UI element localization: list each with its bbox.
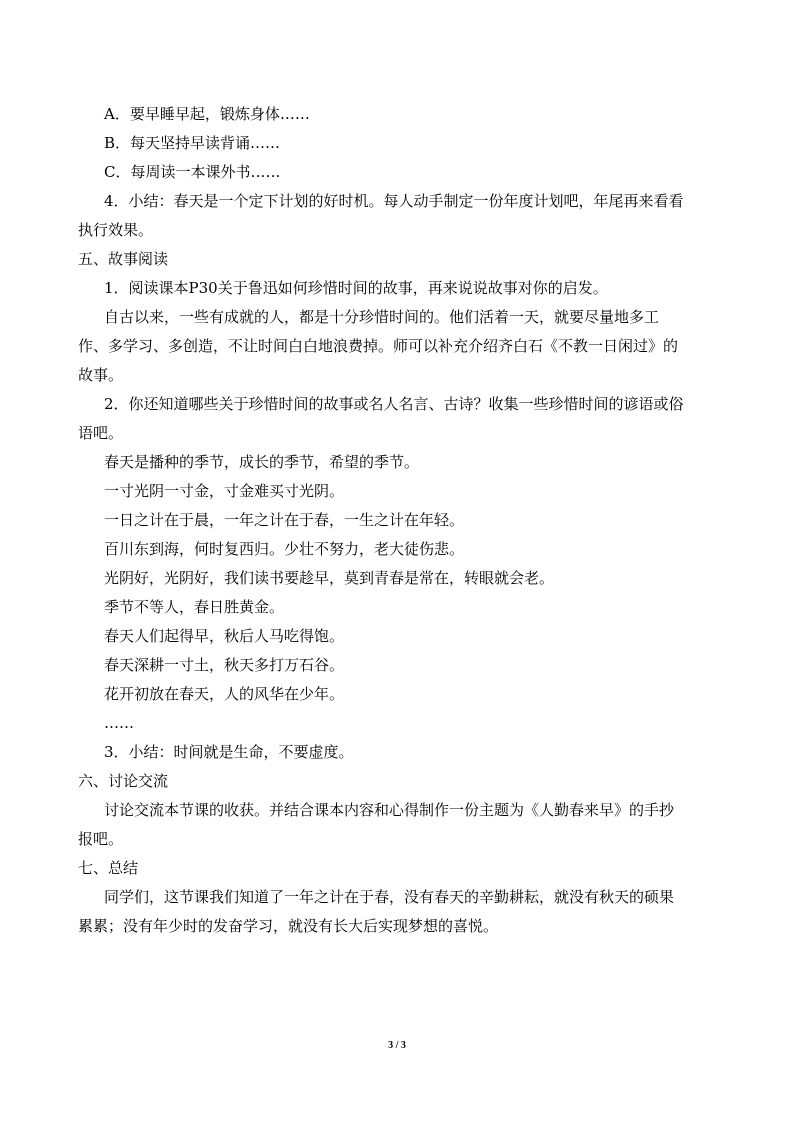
section-heading-6: 六、讨论交流 — [78, 772, 169, 790]
quote-3: 一日之计在于晨，一年之计在于春，一生之计在年轻。 — [104, 511, 465, 529]
conclusion-line-2: 累累；没有年少时的发奋学习，就没有长大后实现梦想的喜悦。 — [78, 917, 499, 935]
summary-4-line-2: 执行效果。 — [78, 221, 154, 239]
option-b: B．每天坚持早读背诵…… — [104, 134, 281, 152]
quote-6: 季节不等人，春日胜黄金。 — [104, 598, 285, 616]
page-number: 3 / 3 — [388, 1040, 406, 1051]
discussion-line-1: 讨论交流本节课的收获。并结合课本内容和心得制作一份主题为《人勤春来早》的手抄 — [104, 801, 675, 819]
quote-2: 一寸光阴一寸金，寸金难买寸光阴。 — [104, 482, 345, 500]
paragraph-line-2: 作、多学习、多创造，不让时间白白地浪费掉。师可以补充介绍齐白石《不教一日闲过》的 — [78, 337, 679, 355]
quote-8: 春天深耕一寸土，秋天多打万石谷。 — [104, 656, 345, 674]
section-heading-7: 七、总结 — [78, 859, 139, 877]
item-5-1: 1．阅读课本P30关于鲁迅如何珍惜时间的故事，再来说说故事对你的启发。 — [104, 279, 608, 297]
paragraph-line-3: 故事。 — [78, 366, 124, 384]
discussion-line-2: 报吧。 — [78, 830, 124, 848]
item-5-2-line-2: 语吧。 — [78, 424, 124, 442]
option-a: A．要早睡早起，锻炼身体…… — [104, 105, 310, 123]
conclusion-line-1: 同学们，这节课我们知道了一年之计在于春，没有春天的辛勤耕耘，就没有秋天的硕果 — [104, 888, 675, 906]
ellipsis: …… — [104, 714, 134, 732]
paragraph-line-1: 自古以来，一些有成就的人，都是十分珍惜时间的。他们活着一天，就要尽量地多工 — [104, 308, 660, 326]
summary-4-line-1: 4．小结：春天是一个定下计划的好时机。每人动手制定一份年度计划吧，年尾再来看看 — [104, 192, 684, 210]
item-5-3: 3．小结：时间就是生命，不要虚度。 — [104, 743, 354, 761]
quote-7: 春天人们起得早，秋后人马吃得饱。 — [104, 627, 345, 645]
quote-9: 花开初放在春天，人的风华在少年。 — [104, 685, 345, 703]
section-heading-5: 五、故事阅读 — [78, 250, 169, 268]
option-c: C．每周读一本课外书…… — [104, 163, 281, 181]
item-5-2-line-1: 2．你还知道哪些关于珍惜时间的故事或名人名言、古诗？收集一些珍惜时间的谚语或俗 — [104, 395, 684, 413]
quote-4: 百川东到海，何时复西归。少壮不努力，老大徒伤悲。 — [104, 540, 465, 558]
quote-1: 春天是播种的季节，成长的季节，希望的季节。 — [104, 453, 420, 471]
quote-5: 光阴好，光阴好，我们读书要趁早，莫到青春是常在，转眼就会老。 — [104, 569, 555, 587]
